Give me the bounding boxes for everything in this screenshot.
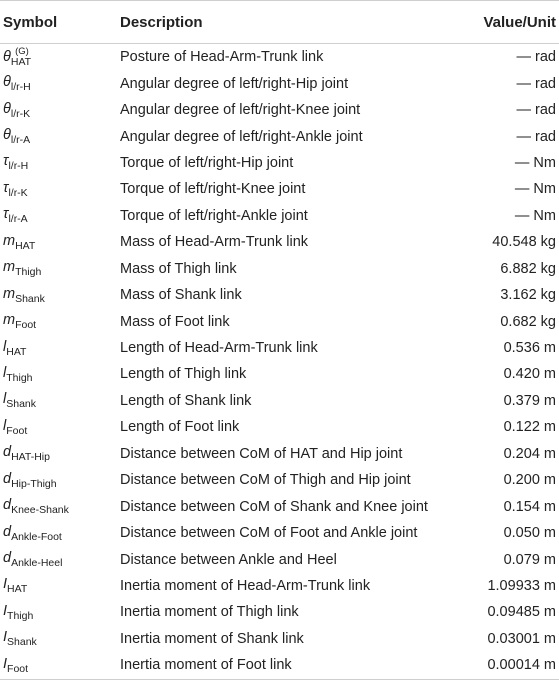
table-row xyxy=(0,467,559,493)
symbol-base: θ xyxy=(3,100,11,117)
value-cell: — Nm xyxy=(514,154,556,171)
value-cell: 0.03001 m xyxy=(487,630,556,647)
symbol-cell xyxy=(0,365,120,384)
table-row xyxy=(0,97,559,123)
symbol-cell xyxy=(0,524,120,543)
symbol-cell xyxy=(0,206,120,225)
symbol-cell xyxy=(0,339,120,358)
symbol-cell xyxy=(0,101,120,120)
description-cell: Torque of left/right-Ankle joint xyxy=(120,207,308,224)
table-row xyxy=(0,493,559,519)
symbol-subscript: Ankle-Foot xyxy=(11,530,62,543)
description-cell: Torque of left/right-Hip joint xyxy=(120,154,294,171)
symbol-cell xyxy=(0,259,120,278)
value-cell: 0.079 m xyxy=(503,551,556,568)
symbol-expression xyxy=(3,550,62,569)
symbol-subscript: l/r-K xyxy=(10,107,31,120)
table-row xyxy=(0,626,559,652)
description-cell: Distance between CoM of Thigh and Hip joint xyxy=(120,472,411,489)
table-row xyxy=(0,123,559,149)
symbol-base: θ xyxy=(3,49,11,66)
table-row xyxy=(0,414,559,440)
symbol-base: m xyxy=(3,312,16,329)
symbol-base: τ xyxy=(3,179,9,196)
table-row xyxy=(0,441,559,467)
description-cell: Distance between CoM of Foot and Ankle joint xyxy=(120,525,418,542)
symbol-expression xyxy=(3,101,30,120)
symbol-subscript: HAT xyxy=(10,56,32,69)
value-cell: 0.09485 m xyxy=(487,604,556,621)
value-cell: 3.162 kg xyxy=(500,287,556,304)
description-cell: Inertia moment of Foot link xyxy=(120,657,292,674)
symbol-subscript: Knee-Shank xyxy=(11,504,69,517)
table-row xyxy=(0,150,559,176)
symbol-subscript: l/r-H xyxy=(10,81,31,94)
value-cell: 0.122 m xyxy=(503,419,556,436)
symbol-expression xyxy=(3,365,33,384)
symbol-subscript: Thigh xyxy=(7,609,34,622)
symbol-cell xyxy=(0,233,120,252)
symbol-subscript: Foot xyxy=(15,319,37,332)
symbol-base: m xyxy=(3,259,16,276)
symbol-expression xyxy=(3,524,62,543)
description-cell: Distance between Ankle and Heel xyxy=(120,551,337,568)
header-symbol: Symbol xyxy=(3,13,58,31)
symbol-subscript: Shank xyxy=(6,398,37,411)
value-cell: 1.09933 m xyxy=(487,577,556,594)
symbol-cell xyxy=(0,497,120,516)
symbol-base: d xyxy=(3,470,12,487)
symbol-expression xyxy=(3,259,41,278)
symbol-cell xyxy=(0,312,120,331)
table-row xyxy=(0,361,559,387)
symbol-expression xyxy=(3,339,26,358)
value-cell: 0.536 m xyxy=(503,340,556,357)
symbol-cell xyxy=(0,550,120,569)
value-cell: 6.882 kg xyxy=(500,260,556,277)
symbol-expression xyxy=(3,286,45,305)
description-cell: Inertia moment of Shank link xyxy=(120,630,304,647)
symbol-expression xyxy=(3,418,27,437)
description-cell: Distance between CoM of Shank and Knee joint xyxy=(120,498,428,515)
symbol-base: m xyxy=(3,285,16,302)
symbol-expression xyxy=(3,74,31,93)
table-body xyxy=(0,44,559,680)
symbol-expression xyxy=(3,153,28,172)
symbol-expression xyxy=(3,46,32,69)
description-cell: Angular degree of left/right-Ankle joint xyxy=(120,128,363,145)
value-cell: — Nm xyxy=(514,181,556,198)
symbol-cell xyxy=(0,286,120,305)
table-header xyxy=(0,0,559,44)
symbol-base: l xyxy=(3,417,7,434)
symbol-base: θ xyxy=(3,74,11,91)
value-cell: — rad xyxy=(516,75,556,92)
symbol-cell xyxy=(0,74,120,93)
header-value-unit: Value/Unit xyxy=(483,13,556,31)
symbol-subscript: Ankle-Heel xyxy=(11,557,63,570)
symbol-expression xyxy=(3,576,27,595)
symbol-subscript: l/r-A xyxy=(10,134,31,147)
table-row xyxy=(0,546,559,572)
symbol-expression xyxy=(3,312,36,331)
table-row xyxy=(0,176,559,202)
symbol-base: I xyxy=(3,629,8,646)
description-cell: Distance between CoM of HAT and Hip joint xyxy=(120,445,403,462)
value-cell: — rad xyxy=(516,128,556,145)
description-cell: Length of Head-Arm-Trunk link xyxy=(120,340,318,357)
description-cell: Length of Thigh link xyxy=(120,366,247,383)
value-cell: — Nm xyxy=(514,207,556,224)
symbol-base: τ xyxy=(3,153,9,170)
symbol-base: d xyxy=(3,497,12,514)
symbol-base: τ xyxy=(3,206,9,223)
symbol-base: m xyxy=(3,232,16,249)
symbol-superscript: (G) xyxy=(15,46,29,58)
symbol-expression xyxy=(3,656,28,675)
symbol-base: l xyxy=(3,338,7,355)
value-cell: — rad xyxy=(516,49,556,66)
symbol-cell xyxy=(0,153,120,172)
value-cell: 0.050 m xyxy=(503,525,556,542)
table-row xyxy=(0,335,559,361)
table-row xyxy=(0,70,559,96)
symbol-subscript: Thigh xyxy=(15,266,42,279)
description-cell: Mass of Shank link xyxy=(120,287,242,304)
table-row xyxy=(0,44,559,70)
description-cell: Mass of Thigh link xyxy=(120,260,237,277)
symbol-base: d xyxy=(3,550,12,567)
symbol-subscript: l/r-H xyxy=(8,160,29,173)
symbol-subscript: HAT xyxy=(6,345,27,358)
symbol-base: I xyxy=(3,602,8,619)
symbol-subscript: HAT xyxy=(15,239,36,252)
symbol-cell xyxy=(0,444,120,463)
symbol-cell xyxy=(0,127,120,146)
symbol-expression xyxy=(3,629,37,648)
table-row xyxy=(0,308,559,334)
symbol-cell xyxy=(0,656,120,675)
symbol-cell xyxy=(0,418,120,437)
description-cell: Posture of Head-Arm-Trunk link xyxy=(120,49,324,66)
symbol-base: l xyxy=(3,364,7,381)
symbol-cell xyxy=(0,180,120,199)
symbol-cell xyxy=(0,471,120,490)
symbol-expression xyxy=(3,603,33,622)
symbol-cell xyxy=(0,391,120,410)
symbol-subscript: Thigh xyxy=(6,371,33,384)
value-cell: 0.682 kg xyxy=(500,313,556,330)
value-cell: 0.200 m xyxy=(503,472,556,489)
symbol-base: d xyxy=(3,444,12,461)
table-row xyxy=(0,203,559,229)
symbol-base: d xyxy=(3,523,12,540)
value-cell: 0.204 m xyxy=(503,445,556,462)
description-cell: Mass of Foot link xyxy=(120,313,230,330)
symbol-expression xyxy=(3,180,28,199)
table-row xyxy=(0,256,559,282)
symbol-cell xyxy=(0,629,120,648)
symbol-subscript: Shank xyxy=(7,636,37,649)
description-cell: Angular degree of left/right-Hip joint xyxy=(120,75,349,92)
symbol-base: θ xyxy=(3,127,11,144)
description-cell: Inertia moment of Thigh link xyxy=(120,604,299,621)
description-cell: Length of Shank link xyxy=(120,392,252,409)
symbol-subscript: l/r-A xyxy=(8,213,28,226)
symbol-cell xyxy=(0,46,120,68)
symbol-subscript: l/r-K xyxy=(8,186,28,199)
description-cell: Angular degree of left/right-Knee joint xyxy=(120,102,361,119)
description-cell: Mass of Head-Arm-Trunk link xyxy=(120,234,309,251)
symbol-subscript: Shank xyxy=(15,292,45,305)
table-row xyxy=(0,388,559,414)
symbol-expression xyxy=(3,444,50,463)
header-description: Description xyxy=(120,13,203,31)
value-cell: 0.00014 m xyxy=(487,657,556,674)
value-cell: — rad xyxy=(516,102,556,119)
value-cell: 0.154 m xyxy=(503,498,556,515)
symbol-subscript: HAT xyxy=(7,583,28,596)
description-cell: Inertia moment of Head-Arm-Trunk link xyxy=(120,577,371,594)
table-row xyxy=(0,599,559,625)
table-row xyxy=(0,229,559,255)
table-row xyxy=(0,282,559,308)
symbol-subscript: Hip-Thigh xyxy=(11,477,57,490)
symbol-subscript: Foot xyxy=(6,424,28,437)
value-cell: 0.379 m xyxy=(503,392,556,409)
symbol-base: I xyxy=(3,576,8,593)
symbol-subscript: HAT-Hip xyxy=(11,451,50,464)
symbol-base: l xyxy=(3,391,7,408)
symbol-expression xyxy=(3,127,30,146)
symbol-subscript: Foot xyxy=(7,662,29,675)
symbol-expression xyxy=(3,206,28,225)
table-row xyxy=(0,573,559,599)
symbol-expression xyxy=(3,471,57,490)
value-cell: 0.420 m xyxy=(503,366,556,383)
description-cell: Length of Foot link xyxy=(120,419,240,436)
symbol-expression xyxy=(3,391,36,410)
symbol-base: I xyxy=(3,655,8,672)
symbol-expression xyxy=(3,497,69,516)
symbol-cell xyxy=(0,576,120,595)
table-row xyxy=(0,652,559,678)
value-cell: 40.548 kg xyxy=(492,234,556,251)
symbol-expression xyxy=(3,233,35,252)
symbol-cell xyxy=(0,603,120,622)
table-row xyxy=(0,520,559,546)
description-cell: Torque of left/right-Knee joint xyxy=(120,181,306,198)
